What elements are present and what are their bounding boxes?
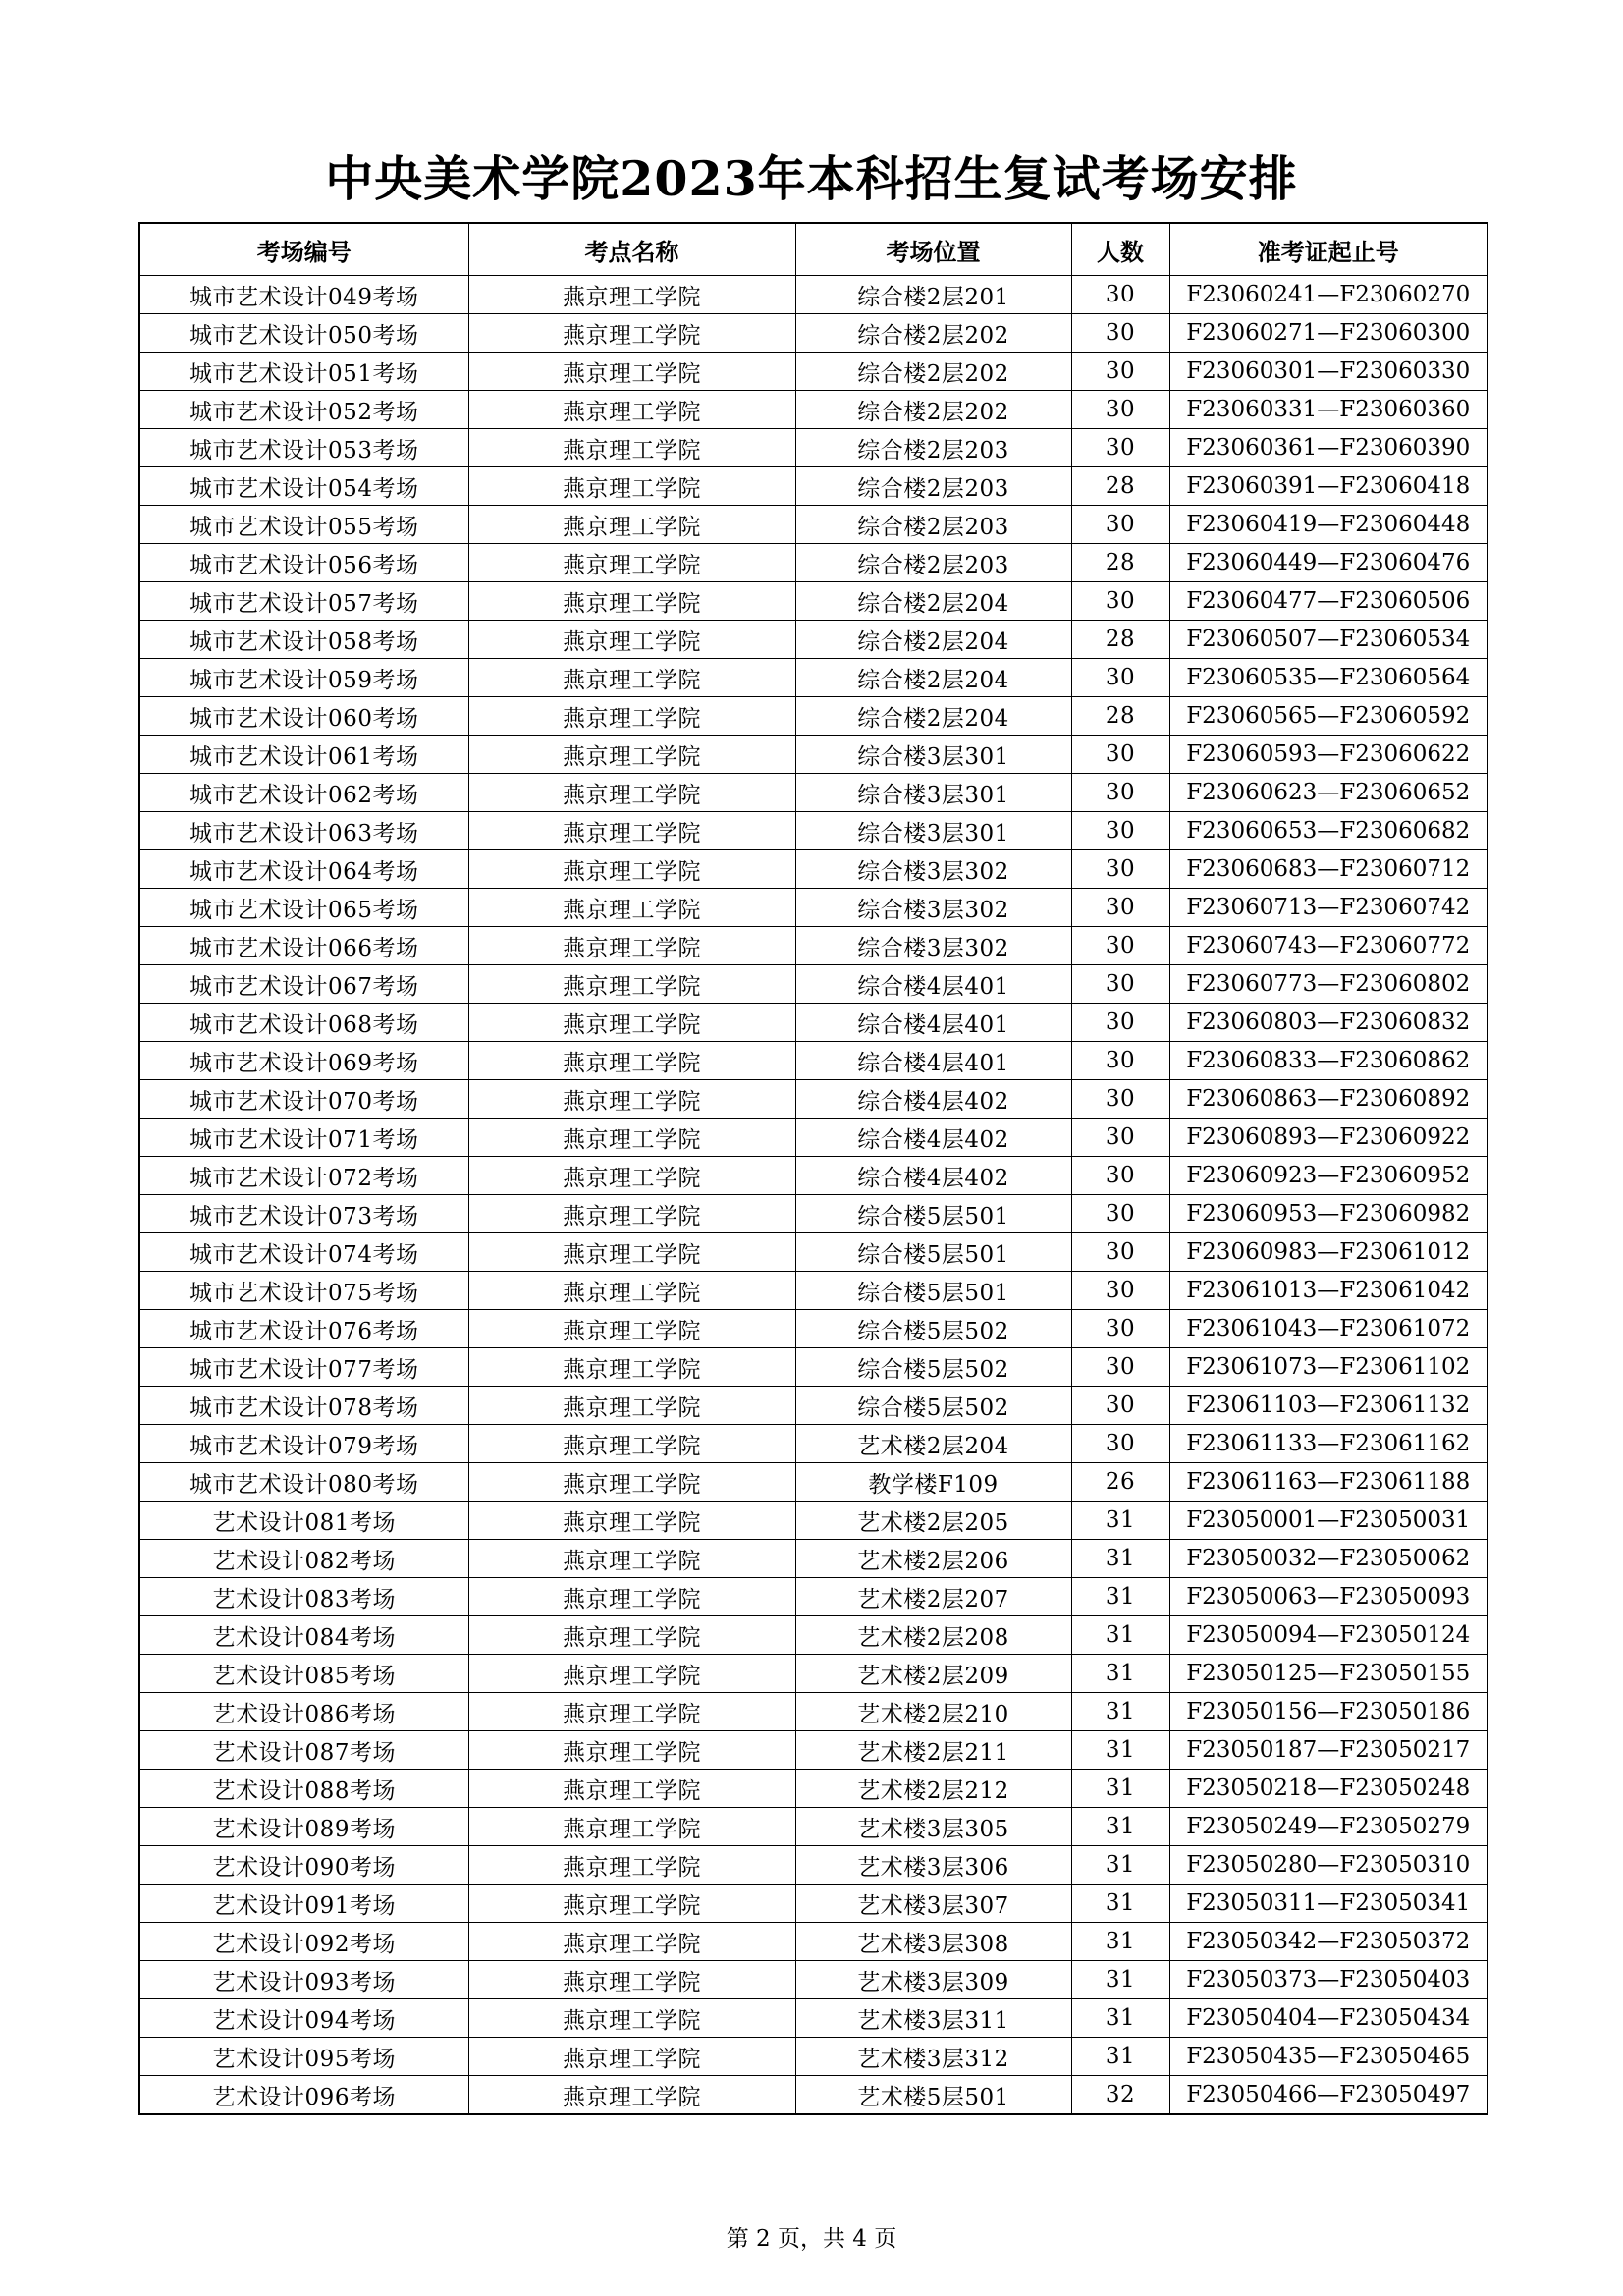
cell-site-name: 燕京理工学院 [468,1540,795,1578]
cell-headcount: 30 [1071,1310,1169,1348]
cell-room-id: 艺术设计085考场 [139,1655,468,1693]
cell-room-location: 艺术楼3层312 [795,2038,1071,2076]
table-row [139,1808,1488,1846]
cell-room-location: 综合楼3层301 [795,774,1071,812]
table-row [139,1502,1488,1540]
cell-room-id: 艺术设计092考场 [139,1923,468,1961]
cell-room-id: 城市艺术设计052考场 [139,391,468,429]
cell-site-name: 燕京理工学院 [468,965,795,1004]
cell-room-location: 综合楼2层202 [795,353,1071,391]
cell-ticket-range: F23050063—F23050093 [1169,1578,1488,1616]
cell-room-id: 艺术设计090考场 [139,1846,468,1885]
cell-ticket-range: F23060593—F23060622 [1169,736,1488,774]
cell-room-id: 城市艺术设计068考场 [139,1004,468,1042]
table-row [139,736,1488,774]
cell-site-name: 燕京理工学院 [468,314,795,353]
table-row [139,659,1488,697]
cell-room-location: 综合楼4层402 [795,1157,1071,1195]
cell-room-location: 综合楼2层203 [795,429,1071,467]
cell-headcount: 30 [1071,314,1169,353]
cell-room-id: 城市艺术设计050考场 [139,314,468,353]
cell-headcount: 26 [1071,1463,1169,1502]
cell-site-name: 燕京理工学院 [468,1272,795,1310]
cell-room-id: 城市艺术设计074考场 [139,1233,468,1272]
cell-room-location: 综合楼5层502 [795,1310,1071,1348]
cell-headcount: 31 [1071,1961,1169,1999]
cell-headcount: 30 [1071,1004,1169,1042]
cell-room-location: 综合楼2层201 [795,276,1071,314]
cell-room-location: 综合楼5层501 [795,1272,1071,1310]
table-row [139,2038,1488,2076]
cell-room-location: 艺术楼3层308 [795,1923,1071,1961]
cell-headcount: 30 [1071,276,1169,314]
cell-site-name: 燕京理工学院 [468,1080,795,1119]
cell-ticket-range: F23060953—F23060982 [1169,1195,1488,1233]
cell-ticket-range: F23061073—F23061102 [1169,1348,1488,1387]
table-row [139,1846,1488,1885]
cell-site-name: 燕京理工学院 [468,1387,795,1425]
cell-site-name: 燕京理工学院 [468,736,795,774]
cell-room-location: 综合楼2层204 [795,582,1071,621]
cell-ticket-range: F23060623—F23060652 [1169,774,1488,812]
cell-site-name: 燕京理工学院 [468,1348,795,1387]
cell-headcount: 30 [1071,1387,1169,1425]
cell-headcount: 28 [1071,697,1169,736]
cell-room-location: 艺术楼2层205 [795,1502,1071,1540]
cell-room-id: 城市艺术设计076考场 [139,1310,468,1348]
table-row [139,1387,1488,1425]
cell-headcount: 31 [1071,1923,1169,1961]
cell-headcount: 30 [1071,889,1169,927]
cell-site-name: 燕京理工学院 [468,506,795,544]
cell-room-location: 艺术楼2层208 [795,1616,1071,1655]
cell-ticket-range: F23061103—F23061132 [1169,1387,1488,1425]
cell-room-location: 综合楼4层401 [795,1042,1071,1080]
table-row [139,1731,1488,1770]
cell-headcount: 31 [1071,1655,1169,1693]
cell-room-id: 艺术设计094考场 [139,1999,468,2038]
cell-site-name: 燕京理工学院 [468,812,795,850]
cell-site-name: 燕京理工学院 [468,1119,795,1157]
cell-room-id: 城市艺术设计078考场 [139,1387,468,1425]
cell-headcount: 30 [1071,1119,1169,1157]
cell-room-location: 综合楼2层202 [795,314,1071,353]
cell-room-id: 城市艺术设计060考场 [139,697,468,736]
column-header-room-id: 考场编号 [139,223,468,276]
cell-room-id: 城市艺术设计054考场 [139,467,468,506]
table-row [139,1616,1488,1655]
table-row [139,276,1488,314]
cell-room-id: 城市艺术设计073考场 [139,1195,468,1233]
cell-room-id: 城市艺术设计049考场 [139,276,468,314]
cell-room-id: 艺术设计096考场 [139,2076,468,2115]
cell-room-id: 艺术设计087考场 [139,1731,468,1770]
cell-ticket-range: F23060713—F23060742 [1169,889,1488,927]
table-header-row [139,223,1488,276]
cell-site-name: 燕京理工学院 [468,276,795,314]
cell-site-name: 燕京理工学院 [468,659,795,697]
exam-room-table [138,222,1488,2115]
cell-room-id: 城市艺术设计080考场 [139,1463,468,1502]
cell-site-name: 燕京理工学院 [468,429,795,467]
cell-ticket-range: F23060923—F23060952 [1169,1157,1488,1195]
cell-ticket-range: F23050249—F23050279 [1169,1808,1488,1846]
cell-headcount: 31 [1071,1540,1169,1578]
cell-room-location: 综合楼3层301 [795,812,1071,850]
cell-headcount: 32 [1071,2076,1169,2115]
cell-room-location: 综合楼3层302 [795,889,1071,927]
cell-site-name: 燕京理工学院 [468,774,795,812]
cell-room-id: 艺术设计082考场 [139,1540,468,1578]
cell-ticket-range: F23050280—F23050310 [1169,1846,1488,1885]
cell-site-name: 燕京理工学院 [468,1310,795,1348]
cell-headcount: 30 [1071,1348,1169,1387]
cell-room-id: 艺术设计089考场 [139,1808,468,1846]
cell-room-id: 城市艺术设计051考场 [139,353,468,391]
cell-site-name: 燕京理工学院 [468,1425,795,1463]
cell-room-location: 综合楼3层302 [795,850,1071,889]
cell-site-name: 燕京理工学院 [468,2076,795,2115]
cell-room-id: 城市艺术设计075考场 [139,1272,468,1310]
cell-headcount: 31 [1071,1999,1169,2038]
cell-headcount: 31 [1071,1846,1169,1885]
table-row [139,889,1488,927]
cell-ticket-range: F23060893—F23060922 [1169,1119,1488,1157]
cell-headcount: 30 [1071,736,1169,774]
table-row [139,391,1488,429]
cell-headcount: 30 [1071,1157,1169,1195]
cell-room-id: 艺术设计084考场 [139,1616,468,1655]
cell-site-name: 燕京理工学院 [468,2038,795,2076]
cell-ticket-range: F23050311—F23050341 [1169,1885,1488,1923]
cell-headcount: 30 [1071,582,1169,621]
cell-headcount: 31 [1071,1616,1169,1655]
table-row [139,1885,1488,1923]
cell-room-location: 综合楼2层203 [795,544,1071,582]
cell-headcount: 31 [1071,1731,1169,1770]
table-row [139,1080,1488,1119]
column-header-site-name: 考点名称 [468,223,795,276]
cell-ticket-range: F23050218—F23050248 [1169,1770,1488,1808]
cell-room-id: 艺术设计083考场 [139,1578,468,1616]
cell-ticket-range: F23060743—F23060772 [1169,927,1488,965]
cell-ticket-range: F23061043—F23061072 [1169,1310,1488,1348]
cell-site-name: 燕京理工学院 [468,467,795,506]
table-row [139,812,1488,850]
cell-ticket-range: F23061133—F23061162 [1169,1425,1488,1463]
cell-ticket-range: F23061163—F23061188 [1169,1463,1488,1502]
cell-ticket-range: F23050404—F23050434 [1169,1999,1488,2038]
cell-room-id: 城市艺术设计062考场 [139,774,468,812]
cell-site-name: 燕京理工学院 [468,1233,795,1272]
cell-room-location: 综合楼5层502 [795,1387,1071,1425]
cell-headcount: 30 [1071,774,1169,812]
table-row [139,774,1488,812]
cell-room-location: 艺术楼2层212 [795,1770,1071,1808]
table-row [139,429,1488,467]
cell-room-location: 综合楼2层204 [795,621,1071,659]
table-row [139,1042,1488,1080]
cell-room-id: 城市艺术设计072考场 [139,1157,468,1195]
table-row [139,2076,1488,2115]
table-body [139,276,1488,2115]
cell-site-name: 燕京理工学院 [468,1999,795,2038]
cell-room-id: 城市艺术设计059考场 [139,659,468,697]
cell-room-id: 城市艺术设计066考场 [139,927,468,965]
cell-ticket-range: F23060301—F23060330 [1169,353,1488,391]
cell-ticket-range: F23060535—F23060564 [1169,659,1488,697]
cell-site-name: 燕京理工学院 [468,582,795,621]
cell-site-name: 燕京理工学院 [468,850,795,889]
cell-headcount: 30 [1071,850,1169,889]
cell-ticket-range: F23060241—F23060270 [1169,276,1488,314]
cell-site-name: 燕京理工学院 [468,1770,795,1808]
table-row [139,1578,1488,1616]
cell-headcount: 31 [1071,1578,1169,1616]
cell-ticket-range: F23050001—F23050031 [1169,1502,1488,1540]
cell-site-name: 燕京理工学院 [468,353,795,391]
cell-room-id: 城市艺术设计057考场 [139,582,468,621]
table-row [139,353,1488,391]
cell-site-name: 燕京理工学院 [468,1885,795,1923]
table-row [139,1272,1488,1310]
cell-ticket-range: F23060683—F23060712 [1169,850,1488,889]
cell-room-id: 城市艺术设计055考场 [139,506,468,544]
cell-room-id: 城市艺术设计077考场 [139,1348,468,1387]
cell-headcount: 30 [1071,1195,1169,1233]
cell-room-id: 艺术设计081考场 [139,1502,468,1540]
table-row [139,1999,1488,2038]
table-row [139,506,1488,544]
cell-headcount: 30 [1071,1272,1169,1310]
cell-room-location: 综合楼4层401 [795,1004,1071,1042]
cell-site-name: 燕京理工学院 [468,1655,795,1693]
cell-site-name: 燕京理工学院 [468,697,795,736]
cell-site-name: 燕京理工学院 [468,927,795,965]
cell-room-id: 城市艺术设计079考场 [139,1425,468,1463]
cell-headcount: 30 [1071,1042,1169,1080]
table-row [139,467,1488,506]
table-row [139,1119,1488,1157]
cell-ticket-range: F23050187—F23050217 [1169,1731,1488,1770]
cell-ticket-range: F23050466—F23050497 [1169,2076,1488,2115]
column-header-room-location: 考场位置 [795,223,1071,276]
cell-site-name: 燕京理工学院 [468,1004,795,1042]
cell-site-name: 燕京理工学院 [468,544,795,582]
cell-room-location: 综合楼5层502 [795,1348,1071,1387]
cell-ticket-range: F23060449—F23060476 [1169,544,1488,582]
cell-ticket-range: F23060565—F23060592 [1169,697,1488,736]
cell-room-location: 艺术楼2层209 [795,1655,1071,1693]
cell-room-id: 艺术设计095考场 [139,2038,468,2076]
cell-ticket-range: F23060833—F23060862 [1169,1042,1488,1080]
cell-headcount: 30 [1071,1233,1169,1272]
cell-room-id: 城市艺术设计053考场 [139,429,468,467]
cell-room-location: 艺术楼3层309 [795,1961,1071,1999]
cell-room-id: 艺术设计093考场 [139,1961,468,1999]
cell-room-location: 综合楼3层301 [795,736,1071,774]
cell-headcount: 28 [1071,467,1169,506]
cell-room-id: 城市艺术设计061考场 [139,736,468,774]
cell-room-location: 艺术楼3层311 [795,1999,1071,2038]
cell-ticket-range: F23060983—F23061012 [1169,1233,1488,1272]
cell-ticket-range: F23060361—F23060390 [1169,429,1488,467]
table-row [139,850,1488,889]
table-row [139,1233,1488,1272]
cell-headcount: 30 [1071,429,1169,467]
cell-ticket-range: F23050342—F23050372 [1169,1923,1488,1961]
cell-room-id: 艺术设计088考场 [139,1770,468,1808]
table-row [139,1655,1488,1693]
table-row [139,1961,1488,1999]
column-header-ticket-range: 准考证起止号 [1169,223,1488,276]
table-row [139,314,1488,353]
cell-site-name: 燕京理工学院 [468,391,795,429]
cell-room-location: 综合楼5层501 [795,1195,1071,1233]
cell-ticket-range: F23060507—F23060534 [1169,621,1488,659]
cell-site-name: 燕京理工学院 [468,1502,795,1540]
cell-headcount: 31 [1071,1808,1169,1846]
cell-ticket-range: F23050373—F23050403 [1169,1961,1488,1999]
table-row [139,927,1488,965]
cell-site-name: 燕京理工学院 [468,1042,795,1080]
cell-site-name: 燕京理工学院 [468,1157,795,1195]
table-row [139,544,1488,582]
cell-room-location: 艺术楼2层211 [795,1731,1071,1770]
table-row [139,1770,1488,1808]
cell-room-location: 综合楼5层501 [795,1233,1071,1272]
cell-ticket-range: F23060773—F23060802 [1169,965,1488,1004]
cell-headcount: 31 [1071,1693,1169,1731]
cell-room-location: 艺术楼2层210 [795,1693,1071,1731]
table-row [139,1310,1488,1348]
cell-ticket-range: F23061013—F23061042 [1169,1272,1488,1310]
table-row [139,1195,1488,1233]
cell-ticket-range: F23050156—F23050186 [1169,1693,1488,1731]
cell-headcount: 31 [1071,2038,1169,2076]
column-header-headcount: 人数 [1071,223,1169,276]
cell-headcount: 30 [1071,506,1169,544]
cell-ticket-range: F23050032—F23050062 [1169,1540,1488,1578]
cell-room-location: 综合楼3层302 [795,927,1071,965]
cell-headcount: 28 [1071,544,1169,582]
table-row [139,582,1488,621]
cell-room-id: 城市艺术设计063考场 [139,812,468,850]
table-row [139,1540,1488,1578]
cell-room-id: 城市艺术设计069考场 [139,1042,468,1080]
cell-room-id: 艺术设计086考场 [139,1693,468,1731]
cell-site-name: 燕京理工学院 [468,1463,795,1502]
cell-ticket-range: F23060477—F23060506 [1169,582,1488,621]
table-row [139,1004,1488,1042]
cell-room-id: 城市艺术设计070考场 [139,1080,468,1119]
cell-ticket-range: F23050094—F23050124 [1169,1616,1488,1655]
cell-room-id: 艺术设计091考场 [139,1885,468,1923]
cell-headcount: 31 [1071,1502,1169,1540]
cell-ticket-range: F23060331—F23060360 [1169,391,1488,429]
cell-site-name: 燕京理工学院 [468,1923,795,1961]
page-number-footer: 第 2 页，共 4 页 [726,2226,897,2252]
table-row [139,965,1488,1004]
cell-room-location: 综合楼2层204 [795,659,1071,697]
cell-room-id: 城市艺术设计067考场 [139,965,468,1004]
cell-ticket-range: F23050125—F23050155 [1169,1655,1488,1693]
cell-site-name: 燕京理工学院 [468,1808,795,1846]
cell-headcount: 30 [1071,1080,1169,1119]
cell-headcount: 30 [1071,659,1169,697]
table-row [139,1463,1488,1502]
cell-site-name: 燕京理工学院 [468,1731,795,1770]
cell-room-location: 综合楼4层401 [795,965,1071,1004]
cell-site-name: 燕京理工学院 [468,1195,795,1233]
cell-site-name: 燕京理工学院 [468,1961,795,1999]
cell-room-location: 艺术楼2层204 [795,1425,1071,1463]
cell-room-location: 艺术楼3层307 [795,1885,1071,1923]
cell-headcount: 30 [1071,1425,1169,1463]
page-title: 中央美术学院2023年本科招生复试考场安排 [325,150,1298,207]
table-row [139,1693,1488,1731]
cell-headcount: 31 [1071,1770,1169,1808]
cell-room-id: 城市艺术设计058考场 [139,621,468,659]
cell-site-name: 燕京理工学院 [468,1616,795,1655]
cell-headcount: 30 [1071,927,1169,965]
cell-site-name: 燕京理工学院 [468,621,795,659]
cell-room-location: 综合楼4层402 [795,1080,1071,1119]
cell-ticket-range: F23060391—F23060418 [1169,467,1488,506]
table-row [139,621,1488,659]
cell-room-location: 艺术楼3层306 [795,1846,1071,1885]
cell-room-id: 城市艺术设计056考场 [139,544,468,582]
cell-headcount: 30 [1071,391,1169,429]
cell-room-id: 城市艺术设计065考场 [139,889,468,927]
cell-site-name: 燕京理工学院 [468,1846,795,1885]
cell-room-id: 城市艺术设计071考场 [139,1119,468,1157]
cell-ticket-range: F23060271—F23060300 [1169,314,1488,353]
table-row [139,1348,1488,1387]
cell-ticket-range: F23060863—F23060892 [1169,1080,1488,1119]
cell-room-location: 艺术楼2层206 [795,1540,1071,1578]
cell-headcount: 31 [1071,1885,1169,1923]
cell-room-location: 综合楼2层202 [795,391,1071,429]
cell-ticket-range: F23060419—F23060448 [1169,506,1488,544]
cell-room-location: 综合楼2层203 [795,506,1071,544]
cell-headcount: 30 [1071,965,1169,1004]
cell-ticket-range: F23050435—F23050465 [1169,2038,1488,2076]
cell-room-id: 城市艺术设计064考场 [139,850,468,889]
cell-ticket-range: F23060653—F23060682 [1169,812,1488,850]
cell-room-location: 综合楼2层204 [795,697,1071,736]
cell-site-name: 燕京理工学院 [468,1693,795,1731]
cell-room-location: 教学楼F109 [795,1463,1071,1502]
cell-room-location: 综合楼4层402 [795,1119,1071,1157]
cell-room-location: 艺术楼5层501 [795,2076,1071,2115]
cell-room-location: 综合楼2层203 [795,467,1071,506]
cell-headcount: 30 [1071,353,1169,391]
table-row [139,697,1488,736]
table-row [139,1157,1488,1195]
cell-headcount: 28 [1071,621,1169,659]
cell-ticket-range: F23060803—F23060832 [1169,1004,1488,1042]
cell-room-location: 艺术楼2层207 [795,1578,1071,1616]
table-row [139,1923,1488,1961]
cell-site-name: 燕京理工学院 [468,1578,795,1616]
cell-headcount: 30 [1071,812,1169,850]
cell-site-name: 燕京理工学院 [468,889,795,927]
table-row [139,1425,1488,1463]
cell-room-location: 艺术楼3层305 [795,1808,1071,1846]
